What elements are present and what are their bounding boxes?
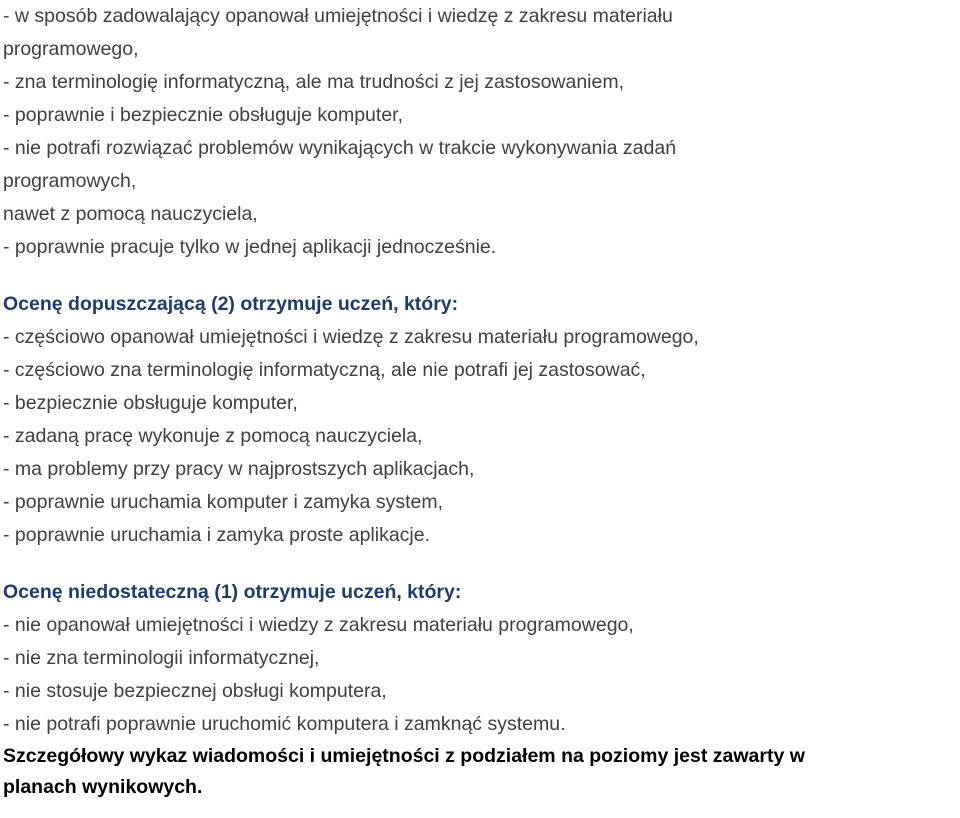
list-item: - częściowo zna terminologię informatyczną, ale nie potrafi jej zastosować, xyxy=(3,359,646,381)
section-top xyxy=(3,0,958,264)
list-item: - bezpiecznie obsługuje komputer, xyxy=(3,392,298,414)
list-item: - poprawnie uruchamia komputer i zamyka system, xyxy=(3,491,443,513)
list-item: - zadaną pracę wykonuje z pomocą nauczyciela, xyxy=(3,425,423,447)
list-item: programowego, xyxy=(3,38,139,60)
list-item: - nie potrafi poprawnie uruchomić komputera i zamknąć systemu. xyxy=(3,713,566,735)
list-item: - nie opanował umiejętności i wiedzy z zakresu materiału programowego, xyxy=(3,614,634,636)
section-heading: Ocenę dopuszczającą (2) otrzymuje uczeń, który: xyxy=(3,293,459,315)
section-spacer xyxy=(3,264,958,288)
list-item: - nie zna terminologii informatycznej, xyxy=(3,647,320,669)
list-item: - poprawnie i bezpiecznie obsługuje komputer, xyxy=(3,104,403,126)
section-spacer xyxy=(3,552,958,576)
document-page xyxy=(3,0,958,803)
list-item: - ma problemy przy pracy w najprostszych aplikacjach, xyxy=(3,458,475,480)
list-item: - poprawnie pracuje tylko w jednej aplikacji jednocześnie. xyxy=(3,236,497,258)
list-item: - nie stosuje bezpiecznej obsługi komputera, xyxy=(3,680,387,702)
section-heading: Ocenę niedostateczną (1) otrzymuje uczeń, który: xyxy=(3,581,462,603)
list-item: - zna terminologię informatyczną, ale ma trudności z jej zastosowaniem, xyxy=(3,71,625,93)
list-item: - w sposób zadowalający opanował umiejętności i wiedzę z zakresu materiału xyxy=(3,5,673,27)
footer-note xyxy=(3,741,958,803)
list-item: nawet z pomocą nauczyciela, xyxy=(3,203,258,225)
footer-note-line: planach wynikowych. xyxy=(3,776,203,798)
section-niedostateczna xyxy=(3,576,958,741)
list-item: - nie potrafi rozwiązać problemów wynikających w trakcie wykonywania zadań xyxy=(3,137,677,159)
list-item: programowych, xyxy=(3,170,137,192)
list-item: - częściowo opanował umiejętności i wiedzę z zakresu materiału programowego, xyxy=(3,326,699,348)
footer-note-line: Szczegółowy wykaz wiadomości i umiejętności z podziałem na poziomy jest zawarty w xyxy=(3,745,805,767)
list-item: - poprawnie uruchamia i zamyka proste aplikacje. xyxy=(3,524,431,546)
section-dopuszczajaca xyxy=(3,288,958,552)
